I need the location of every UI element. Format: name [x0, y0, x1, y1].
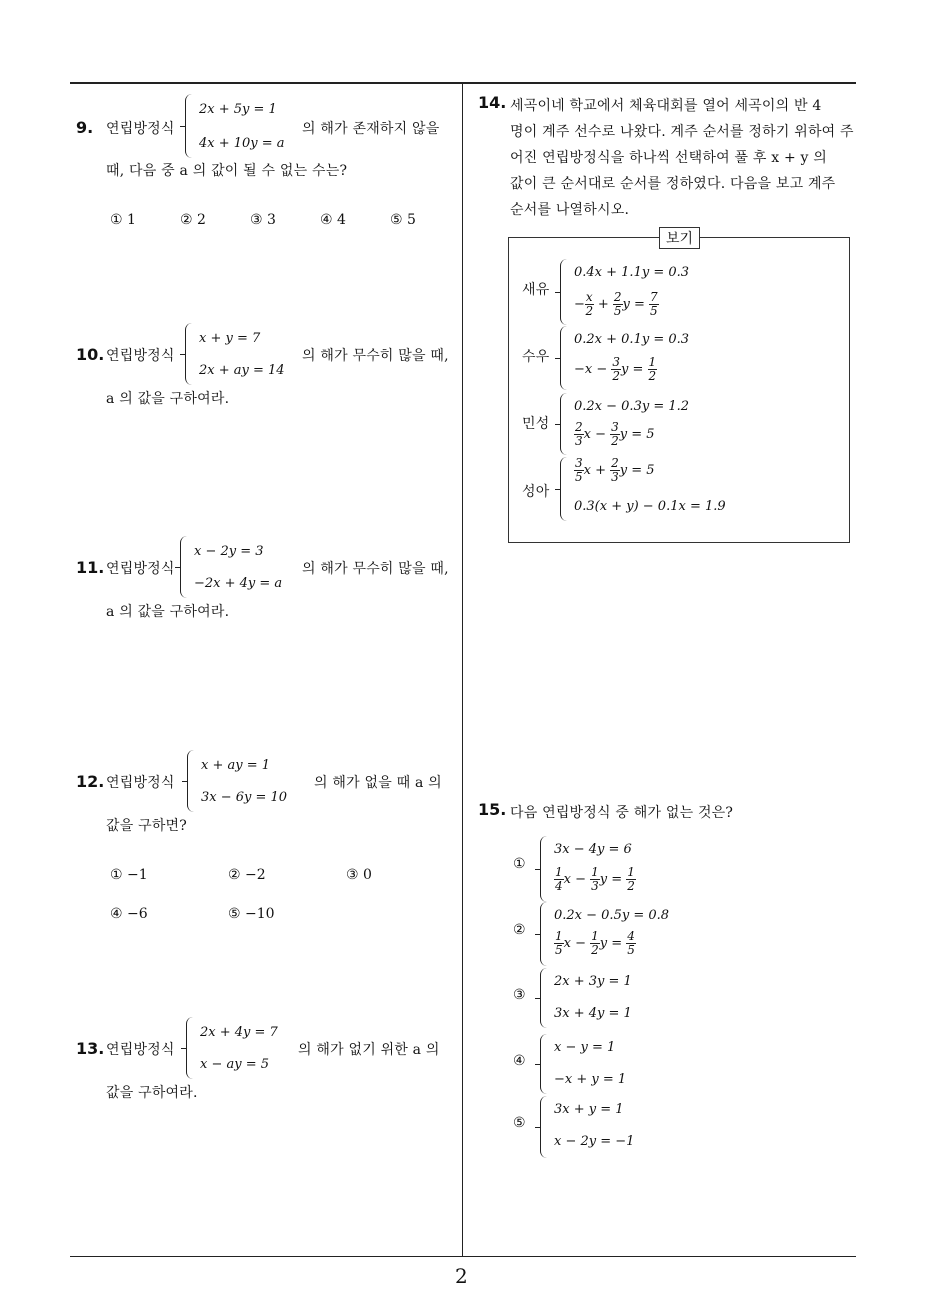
equation: $\frac{1}{4}$ x − $\frac{1}{3}$ y = $\frac{1}{2}$ [555, 865, 635, 893]
equation: x + ay = 1 [201, 758, 271, 773]
question-tail: 의 해가 무수히 많을 때, [302, 348, 449, 364]
option-mark-2[interactable]: ② [513, 922, 526, 938]
brace [186, 1017, 196, 1079]
question-lead: 연립방정식 [106, 561, 175, 577]
question-text: a 의 값을 구하여라. [106, 604, 230, 620]
choice-3[interactable]: ③ 3 [250, 212, 276, 228]
question-text: 값을 구하면? [106, 818, 187, 834]
choice-5[interactable]: ⑤ 5 [390, 212, 416, 228]
question-text: a 의 값을 구하여라. [106, 391, 230, 407]
equation: x − y = 1 [554, 1040, 616, 1055]
brace [185, 94, 195, 158]
column-divider [462, 82, 463, 1256]
question-number: 13. [76, 1039, 105, 1058]
question-text-line: 순서를 나열하시오. [510, 202, 630, 218]
brace [560, 393, 570, 455]
question-text-line: 값이 큰 순서대로 순서를 정하였다. 다음을 보고 계주 [510, 176, 836, 192]
option-5-system[interactable] [540, 1096, 650, 1158]
brace [540, 1096, 550, 1158]
brace [560, 259, 570, 325]
question-lead: 연립방정식 [106, 1042, 175, 1058]
option-2-system[interactable] [540, 902, 680, 966]
brace [560, 457, 570, 521]
equation-system [186, 1017, 296, 1079]
brace [540, 902, 550, 966]
equation-system [560, 393, 720, 455]
person-name: 민성 [522, 416, 550, 432]
answer-choices [110, 864, 440, 883]
question-number: 10. [76, 345, 105, 364]
answer-choices [110, 209, 450, 228]
equation: 2x + 5y = 1 [199, 102, 277, 117]
equation: $\frac{2}{3}$ x − $\frac{3}{2}$ y = 5 [575, 420, 655, 448]
choice-4[interactable]: ④ −6 [110, 906, 148, 922]
example-box-title: 보기 [659, 227, 700, 249]
question-lead: 연립방정식 [106, 775, 175, 791]
equation: 3x + 4y = 1 [554, 1006, 632, 1021]
equation: −2x + 4y = a [194, 576, 283, 591]
person-name: 새유 [522, 282, 550, 298]
brace [185, 323, 195, 385]
bottom-rule [70, 1256, 856, 1257]
question-lead: 다음 연립방정식 중 해가 없는 것은? [510, 805, 734, 821]
brace [180, 536, 190, 598]
equation: 2x + 3y = 1 [554, 974, 632, 989]
option-mark-4[interactable]: ④ [513, 1053, 526, 1069]
question-text-line: 세곡이네 학교에서 체육대회를 열어 세곡이의 반 4 [510, 98, 822, 114]
equation: 2x + ay = 14 [199, 363, 285, 378]
equation-system [180, 536, 290, 598]
equation: 4x + 10y = a [199, 136, 285, 151]
brace [540, 968, 550, 1028]
question-tail: 의 해가 존재하지 않을 [302, 121, 440, 137]
question-number: 12. [76, 772, 105, 791]
option-4-system[interactable] [540, 1034, 650, 1094]
equation-system [185, 94, 305, 158]
choice-4[interactable]: ④ 4 [320, 212, 346, 228]
question-tail: 의 해가 무수히 많을 때, [302, 561, 449, 577]
equation-system [185, 323, 295, 385]
equation: 2x + 4y = 7 [200, 1025, 278, 1040]
equation-system [560, 326, 720, 390]
equation-system [560, 259, 720, 325]
question-tail: 의 해가 없을 때 a 의 [314, 775, 442, 791]
person-name: 성아 [522, 484, 550, 500]
equation: 0.2x − 0.3y = 1.2 [574, 399, 690, 414]
equation: −x + y = 1 [554, 1072, 627, 1087]
answer-choices [110, 903, 440, 922]
equation: $\frac{3}{5}$ x + $\frac{2}{3}$ y = 5 [575, 456, 655, 484]
question-number: 11. [76, 558, 105, 577]
equation: x + y = 7 [199, 331, 261, 346]
option-mark-5[interactable]: ⑤ [513, 1115, 526, 1131]
question-number: 15. [478, 800, 507, 819]
brace [540, 1034, 550, 1094]
question-lead: 연립방정식 [106, 121, 175, 137]
question-text: 값을 구하여라. [106, 1085, 198, 1101]
equation: x − ay = 5 [200, 1057, 270, 1072]
question-text-line: 명이 계주 선수로 나왔다. 계주 순서를 정하기 위하여 주 [510, 124, 854, 140]
option-mark-1[interactable]: ① [513, 856, 526, 872]
page-number: 2 [455, 1264, 468, 1288]
equation: − $\frac{x}{2}$ + $\frac{2}{5}$ y = $\frac{7}{5}$ [574, 290, 658, 318]
equation: x − 2y = −1 [554, 1134, 635, 1149]
option-1-system[interactable] [540, 836, 680, 902]
choice-1[interactable]: ① −1 [110, 867, 148, 883]
option-mark-3[interactable]: ③ [513, 987, 526, 1003]
equation: −x − $\frac{3}{2}$ y = $\frac{1}{2}$ [574, 355, 657, 383]
equation: x − 2y = 3 [194, 544, 264, 559]
equation: 0.2x + 0.1y = 0.3 [574, 332, 690, 347]
question-number: 14. [478, 93, 507, 112]
equation: 3x − 4y = 6 [554, 842, 632, 857]
equation: 0.3(x + y) − 0.1x = 1.9 [574, 499, 726, 514]
choice-3[interactable]: ③ 0 [346, 867, 372, 883]
person-name: 수우 [522, 349, 550, 365]
equation: 3x − 6y = 10 [201, 790, 288, 805]
equation: 0.4x + 1.1y = 0.3 [574, 265, 690, 280]
question-text-line: 어진 연립방정식을 하나씩 선택하여 풀 후 x + y 의 [510, 150, 828, 166]
equation-system [187, 750, 299, 812]
equation: $\frac{1}{5}$ x − $\frac{1}{2}$ y = $\frac{4}{5}$ [555, 929, 635, 957]
equation: 0.2x − 0.5y = 0.8 [554, 908, 670, 923]
brace [560, 326, 570, 390]
choice-1[interactable]: ① 1 [110, 212, 136, 228]
brace [187, 750, 197, 812]
question-number: 9. [76, 118, 94, 137]
choice-5[interactable]: ⑤ −10 [228, 906, 275, 922]
option-3-system[interactable] [540, 968, 650, 1028]
equation: 3x + y = 1 [554, 1102, 624, 1117]
choice-2[interactable]: ② −2 [228, 867, 266, 883]
brace [540, 836, 550, 902]
question-tail: 의 해가 없기 위한 a 의 [298, 1042, 440, 1058]
question-text: 때, 다음 중 a 의 값이 될 수 없는 수는? [106, 163, 348, 179]
question-lead: 연립방정식 [106, 348, 175, 364]
equation-system [560, 457, 740, 521]
choice-2[interactable]: ② 2 [180, 212, 206, 228]
